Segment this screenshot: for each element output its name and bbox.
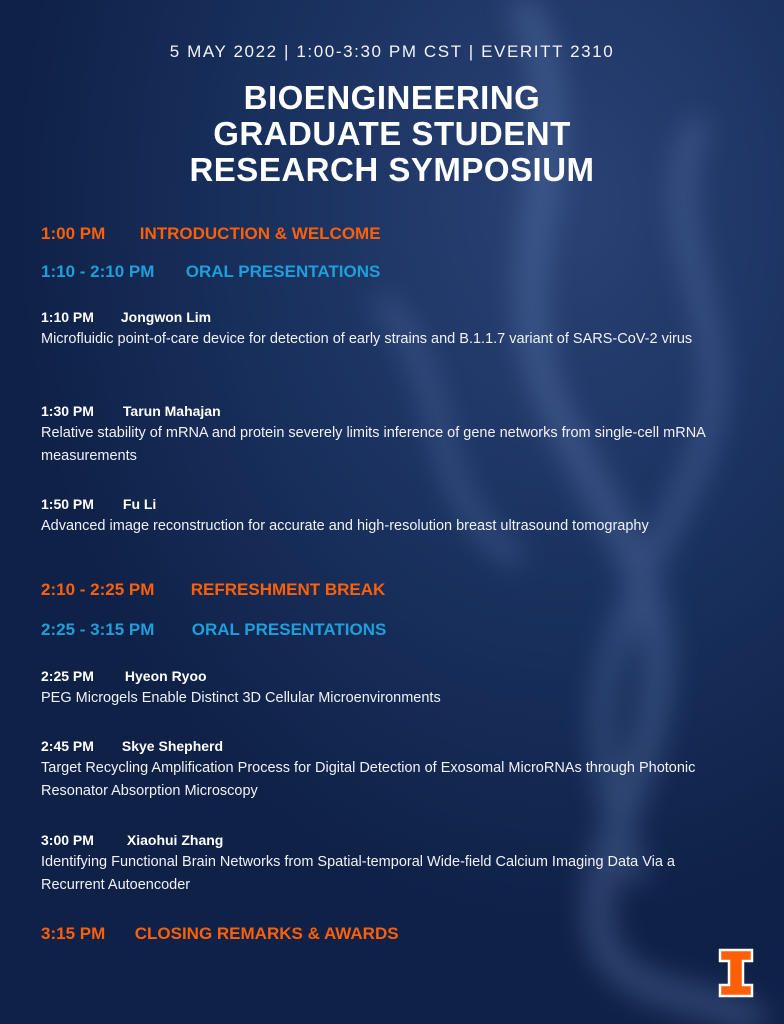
title-line-1: BIOENGINEERING: [243, 79, 541, 116]
talk-item: [41, 735, 721, 803]
section-time: 1:10 - 2:10 PM: [41, 262, 155, 281]
talk-time: 3:00 PM: [41, 832, 94, 848]
talk-title: Target Recycling Amplification Process for Digital Detection of Exosomal MicroRNAs through Photonic Resonator Absorption Microscopy: [41, 760, 696, 799]
talk-item: [41, 493, 721, 538]
section-time: 2:10 - 2:25 PM: [41, 580, 155, 599]
section-label: ORAL PRESENTATIONS: [185, 262, 381, 281]
talk-time: 1:10 PM: [41, 309, 94, 325]
section-label: REFRESHMENT BREAK: [190, 580, 386, 599]
block-i-logo: [718, 948, 754, 998]
talk-item: [41, 400, 721, 468]
talk-title: Advanced image reconstruction for accurate and high-resolution breast ultrasound tomography: [41, 518, 649, 534]
section-time: 1:00 PM: [41, 224, 106, 243]
section-time: 3:15 PM: [41, 924, 106, 943]
talk-header: [41, 665, 721, 687]
talk-header: [41, 493, 721, 515]
talk-time: 1:50 PM: [41, 496, 94, 512]
section-refreshment-break: [41, 580, 385, 600]
title-line-2: GRADUATE STUDENT: [213, 115, 571, 152]
talk-time: 1:30 PM: [41, 403, 94, 419]
section-introduction: [41, 224, 381, 244]
section-closing-remarks: [41, 924, 399, 944]
talk-header: [41, 735, 721, 757]
talk-presenter: Xiaohui Zhang: [126, 832, 224, 848]
talk-time: 2:45 PM: [41, 738, 94, 754]
talk-item: [41, 306, 721, 351]
section-label: CLOSING REMARKS & AWARDS: [134, 924, 399, 943]
talk-header: [41, 400, 721, 422]
talk-presenter: Hyeon Ryoo: [124, 668, 207, 684]
title-line-3: RESEARCH SYMPOSIUM: [189, 151, 595, 188]
talk-title: Relative stability of mRNA and protein severely limits inference of gene networks from single-cell mRNA measurements: [41, 425, 706, 464]
talk-item: [41, 829, 721, 897]
talk-time: 2:25 PM: [41, 668, 94, 684]
talk-title: Microfluidic point-of-care device for detection of early strains and B.1.1.7 variant of SARS-CoV-2 virus: [41, 331, 693, 347]
section-time: 2:25 - 3:15 PM: [41, 620, 155, 639]
page-title: [0, 80, 784, 188]
talk-item: [41, 665, 721, 710]
talk-header: [41, 306, 721, 328]
section-label: INTRODUCTION & WELCOME: [139, 224, 381, 243]
event-details: 5 MAY 2022 | 1:00-3:30 PM CST | EVERITT 2310: [169, 42, 615, 61]
section-label: ORAL PRESENTATIONS: [191, 620, 387, 639]
talk-title: PEG Microgels Enable Distinct 3D Cellular Microenvironments: [41, 690, 441, 706]
talk-presenter: Fu Li: [122, 496, 157, 512]
talk-title: Identifying Functional Brain Networks from Spatial-temporal Wide-field Calcium Imaging Data Via a Recurrent Autoencoder: [41, 854, 675, 893]
talk-presenter: Tarun Mahajan: [122, 403, 221, 419]
talk-presenter: Skye Shepherd: [121, 738, 224, 754]
talk-presenter: Jongwon Lim: [120, 309, 212, 325]
section-oral-presentations-2: [41, 620, 386, 640]
talk-header: [41, 829, 721, 851]
section-oral-presentations-1: [41, 262, 380, 282]
